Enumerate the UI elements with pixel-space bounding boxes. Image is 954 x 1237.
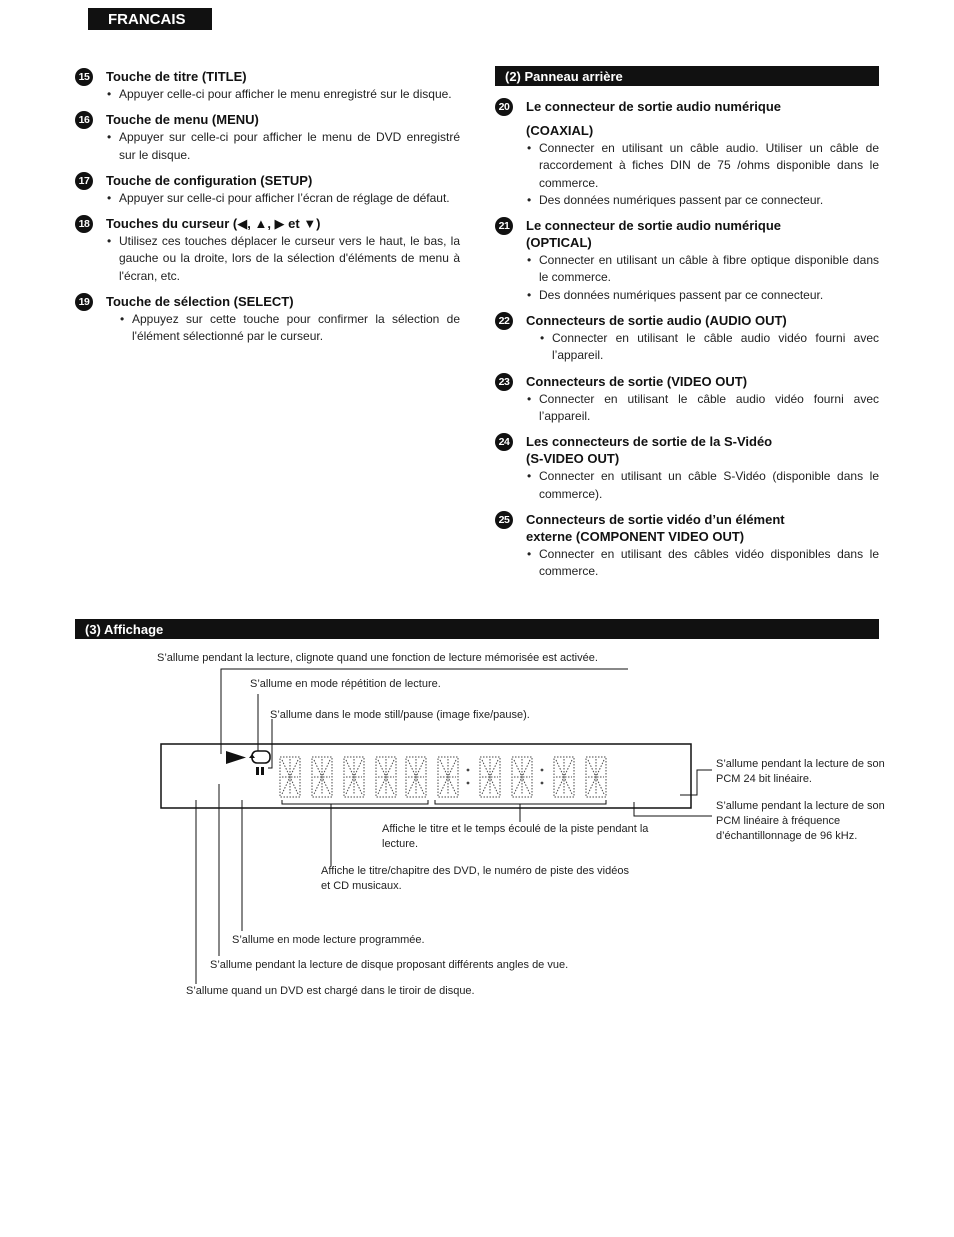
entry-title-line1: Les connecteurs de sortie de la S-Vidéo (526, 434, 773, 450)
entry-bullet: • Connecter en utilisant le câble audio vidéo fourni avec l’appareil. (526, 330, 879, 365)
entry-title-line2: (OPTICAL) (526, 235, 592, 251)
caption-repeat: S’allume en mode répétition de lecture. (250, 678, 441, 690)
entry-bullet: • Utilisez ces touches déplacer le curseur vers le haut, le bas, la gauche ou la droite, lors de la sélection d'éléments de menu à l'écran, etc. (106, 233, 460, 285)
entry-title: Touche de menu (MENU) (106, 112, 259, 128)
caption-dvd: S’allume quand un DVD est chargé dans le tiroir de disque. (186, 985, 475, 997)
entry-title: Touches du curseur (◀, ▲, ▶ et ▼) (106, 216, 321, 232)
entry-number: 16 (75, 111, 93, 129)
section-title-display: (3) Affichage (75, 619, 879, 639)
entry-title: Touche de titre (TITLE) (106, 69, 247, 84)
entry-title: Touche de sélection (SELECT) (106, 294, 294, 310)
entry-bullet: • Connecter en utilisant un câble audio. Utiliser un câble de raccordement à fiches DIN de 75 /ohms disponible dans le commerce. (526, 140, 879, 192)
pause-indicator-icon (256, 767, 259, 775)
caption-pcm24: S’allume pendant la lecture de son PCM 24 bit linéaire. (716, 758, 885, 785)
entry-number: 22 (495, 312, 513, 330)
entry-title: Connecteurs de sortie audio (AUDIO OUT) (526, 313, 787, 329)
entry-number: 21 (495, 217, 513, 235)
entry-bullet: • Des données numériques passent par ce connecteur. (526, 287, 879, 304)
entry-number: 25 (495, 511, 513, 529)
caption-program: S’allume en mode lecture programmée. (232, 934, 425, 946)
entry-bullet: • Des données numériques passent par ce connecteur. (526, 192, 879, 209)
entry-bullet: • Connecter en utilisant le câble audio vidéo fourni avec l’appareil. (526, 391, 879, 426)
entry-bullet: • Connecter en utilisant un câble à fibre optique disponible dans le commerce. (526, 252, 879, 287)
entry-title-line1: Le connecteur de sortie audio numérique (526, 99, 781, 114)
entry-bullet: • Appuyer sur celle-ci pour afficher le menu de DVD enregistré sur le disque. (106, 129, 460, 164)
entry-title-line2: (S-VIDEO OUT) (526, 451, 620, 467)
entry-bullet: • Appuyez sur cette touche pour confirmer la sélection de l'élément sélectionné par le curseur. (106, 311, 460, 346)
caption-track-time: Affiche le titre et le temps écoulé de la piste pendant la lecture. (382, 823, 649, 850)
entry-title-line2: externe (COMPONENT VIDEO OUT) (526, 528, 745, 544)
entry-title: Connecteurs de sortie (VIDEO OUT) (526, 373, 748, 389)
caption-play: S’allume pendant la lecture, clignote quand une fonction de lecture mémorisée est activée. (157, 652, 598, 664)
entry-number: 17 (75, 172, 93, 190)
entry-bullet: • Appuyer sur celle-ci pour afficher l’écran de réglage de défaut. (106, 190, 460, 207)
entry-number: 15 (75, 68, 93, 86)
section-title-rear-panel: (2) Panneau arrière (495, 66, 879, 86)
entry-number: 24 (495, 433, 513, 451)
caption-angle: S’allume pendant la lecture de disque proposant différents angles de vue. (210, 959, 569, 971)
caption-pcm96: S’allume pendant la lecture de son PCM linéaire à fréquence d’échantillonnage de 96 kHz. (716, 800, 885, 842)
entry-title-line1: Le connecteur de sortie audio numérique (526, 218, 781, 234)
caption-title-chapter: Affiche le titre/chapitre des DVD, le numéro de piste des vidéos et CD musicaux. (321, 865, 629, 892)
entry-bullet: • Connecter en utilisant des câbles vidéo disponibles dans le commerce. (526, 546, 879, 581)
entry-title-line1: Connecteurs de sortie vidéo d’un élément (526, 511, 785, 527)
segment-digits (280, 757, 606, 797)
repeat-indicator-icon (252, 751, 270, 763)
entry-number: 20 (495, 98, 513, 116)
entry-bullet: • Appuyer celle-ci pour afficher le menu enregistré sur le disque. (106, 86, 460, 103)
caption-pause: S’allume dans le mode still/pause (image fixe/pause). (270, 709, 530, 721)
entry-title: Touche de configuration (SETUP) (106, 172, 313, 188)
entry-number: 19 (75, 293, 93, 311)
entry-number: 23 (495, 373, 513, 391)
entry-bullet: • Connecter en utilisant un câble S-Vidéo (disponible dans le commerce). (526, 468, 879, 503)
entry-title-line2: (COAXIAL) (526, 123, 594, 138)
entry-number: 18 (75, 215, 93, 233)
play-indicator-icon (226, 751, 246, 764)
language-tab: FRANCAIS (88, 8, 212, 30)
